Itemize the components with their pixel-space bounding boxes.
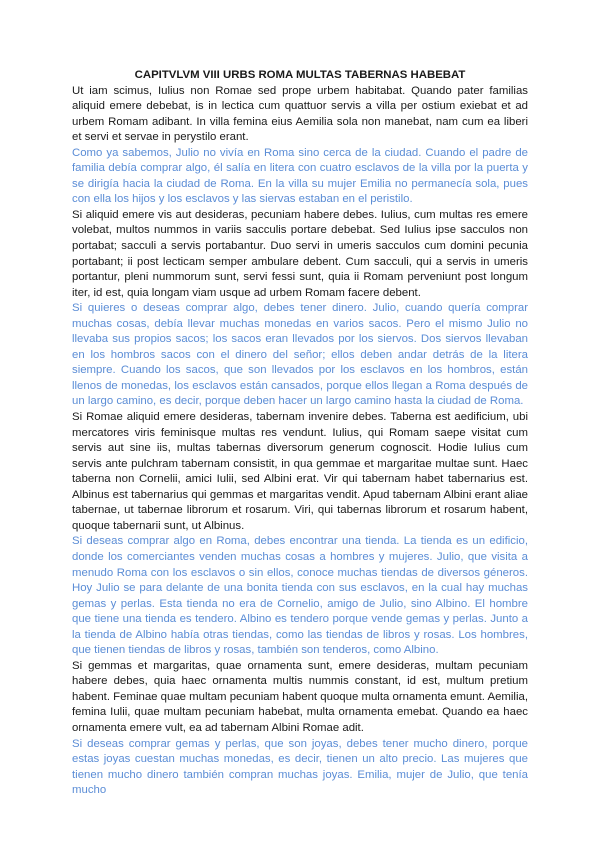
latin-paragraph-4: Si gemmas et margaritas, quae ornamenta sunt, emere desideras, multam pecuniam habere debes, quia haec ornamenta multis nummis constant, id est, multum pretium habent. Feminae quae multam pecuniam habent quoque multa ornamenta emunt. Aemilia, femina Iulii, quae multam pecuniam habebat, multa ornamenta emebat. Quando ea haec ornamenta emere vult, ea ad tabernam Albini Romae adit.	[72, 659, 528, 734]
spanish-translation-2: Si quieres o deseas comprar algo, debes tener dinero. Julio, cuando quería comprar muchas cosas, debía llevar muchas monedas en varios sacos. Pero el mismo Julio no llevaba sus propios sacos; los sacos eran llevados por los siervos. Dos siervos llevaban en los hombros sacos con el dinero del señor; ellos deben andar detrás de la litera siempre. Cuando los sacos, que son llevados por los esclavos en los hombros, están llenos de monedas, los esclavos están cansados, porque ellos llegan a Roma después de un largo camino, es decir, porque deben hacer un largo camino hasta la ciudad de Roma.	[72, 302, 528, 408]
spanish-translation-1: Como ya sabemos, Julio no vivía en Roma sino cerca de la ciudad. Cuando el padre de familia debía comprar algo, él salía en litera con cuatro esclavos de la villa por la puerta y se dirigía hacia la ciudad de Roma. En la villa su mujer Emilia no permanecía sola, pues con ella los hijos y los esclavos y las siervas estaban en el peristilo.	[72, 146, 528, 206]
latin-paragraph-1: Ut iam scimus, Iulius non Romae sed prope urbem habitabat. Quando pater familias aliquid emere debebat, is in lectica cum quattuor servis a villa per ostium exiebat et ad urbem Romam adibant. In villa femina eius Aemilia sola non manebat, nam cum ea liberi et servi et servae in perystilo erant.	[72, 84, 528, 144]
latin-paragraph-3: Si Romae aliquid emere desideras, tabernam invenire debes. Taberna est aedificium, ubi mercatores viris feminisque multas res vendunt. Iulius, qui Romam saepe visitat cum servis aut sine iis, multas tabernas diversorum generum cognoscit. Hodie Iulius cum servis ante pulchram tabernam consistit, in qua gemmae et margaritae multae sunt. Haec taberna non Cornelii, amici Iulii, sed Albini erat. Vir qui tabernam habet tabernarius est. Albinus est tabernarius qui gemmas et margaritas vendit. Apud tabernam Albini erant aliae tabernae, ut tabernae librorum et rosarum. Viri, qui tabernas librorum et rosarum habent, quoque tabernarii sunt, ut Albinus.	[72, 411, 528, 532]
spanish-translation-3: Si deseas comprar algo en Roma, debes encontrar una tienda. La tienda es un edificio, donde los comerciantes venden muchas cosas a hombres y mujeres. Julio, que visita a menudo Roma con los esclavos o sin ellos, conoce muchas tiendas de diversos géneros. Hoy Julio se para delante de una bonita tienda con sus esclavos, en la cual hay muchas gemas y perlas. Esta tienda no era de Cornelio, amigo de Julio, sino Albino. El hombre que tiene una tienda es tendero. Albino es tendero porque vende gemas y perlas. Junto a la tienda de Albino había otras tiendas, como las tiendas de libros y rosas. Los hombres, que tienen tiendas de libros y rosas, también son tenderos, como Albino.	[72, 535, 528, 657]
spanish-translation-4: Si deseas comprar gemas y perlas, que son joyas, debes tener mucho dinero, porque estas joyas cuestan muchas monedas, es decir, tienen un alto precio. Las mujeres que tienen mucho dinero también compran muchas joyas. Emilia, mujer de Julio, que tenía mucho	[72, 737, 528, 797]
page-title: CAPITVLVM VIII URBS ROMA MULTAS TABERNAS HABEBAT	[134, 69, 466, 81]
latin-paragraph-2: Si aliquid emere vis aut desideras, pecuniam habere debes. Iulius, cum multas res emere volebat, multos nummos in variis sacculis portare debebat. Sed Iulius ipse sacculos non portabat; sacculi a servis portabantur. Duo servi in umeris sacculos cum domini pecunia portabant; ii post lecticam semper ambulare debent. Cum sacculi, qui a servis in umeris portantur, pleni nummorum sunt, servi fessi sunt, quia ii Romam perveniunt post longum iter, id est, quia longam viam usque ad urbem Romam facere debent.	[72, 208, 528, 299]
document-page	[72, 68, 528, 799]
